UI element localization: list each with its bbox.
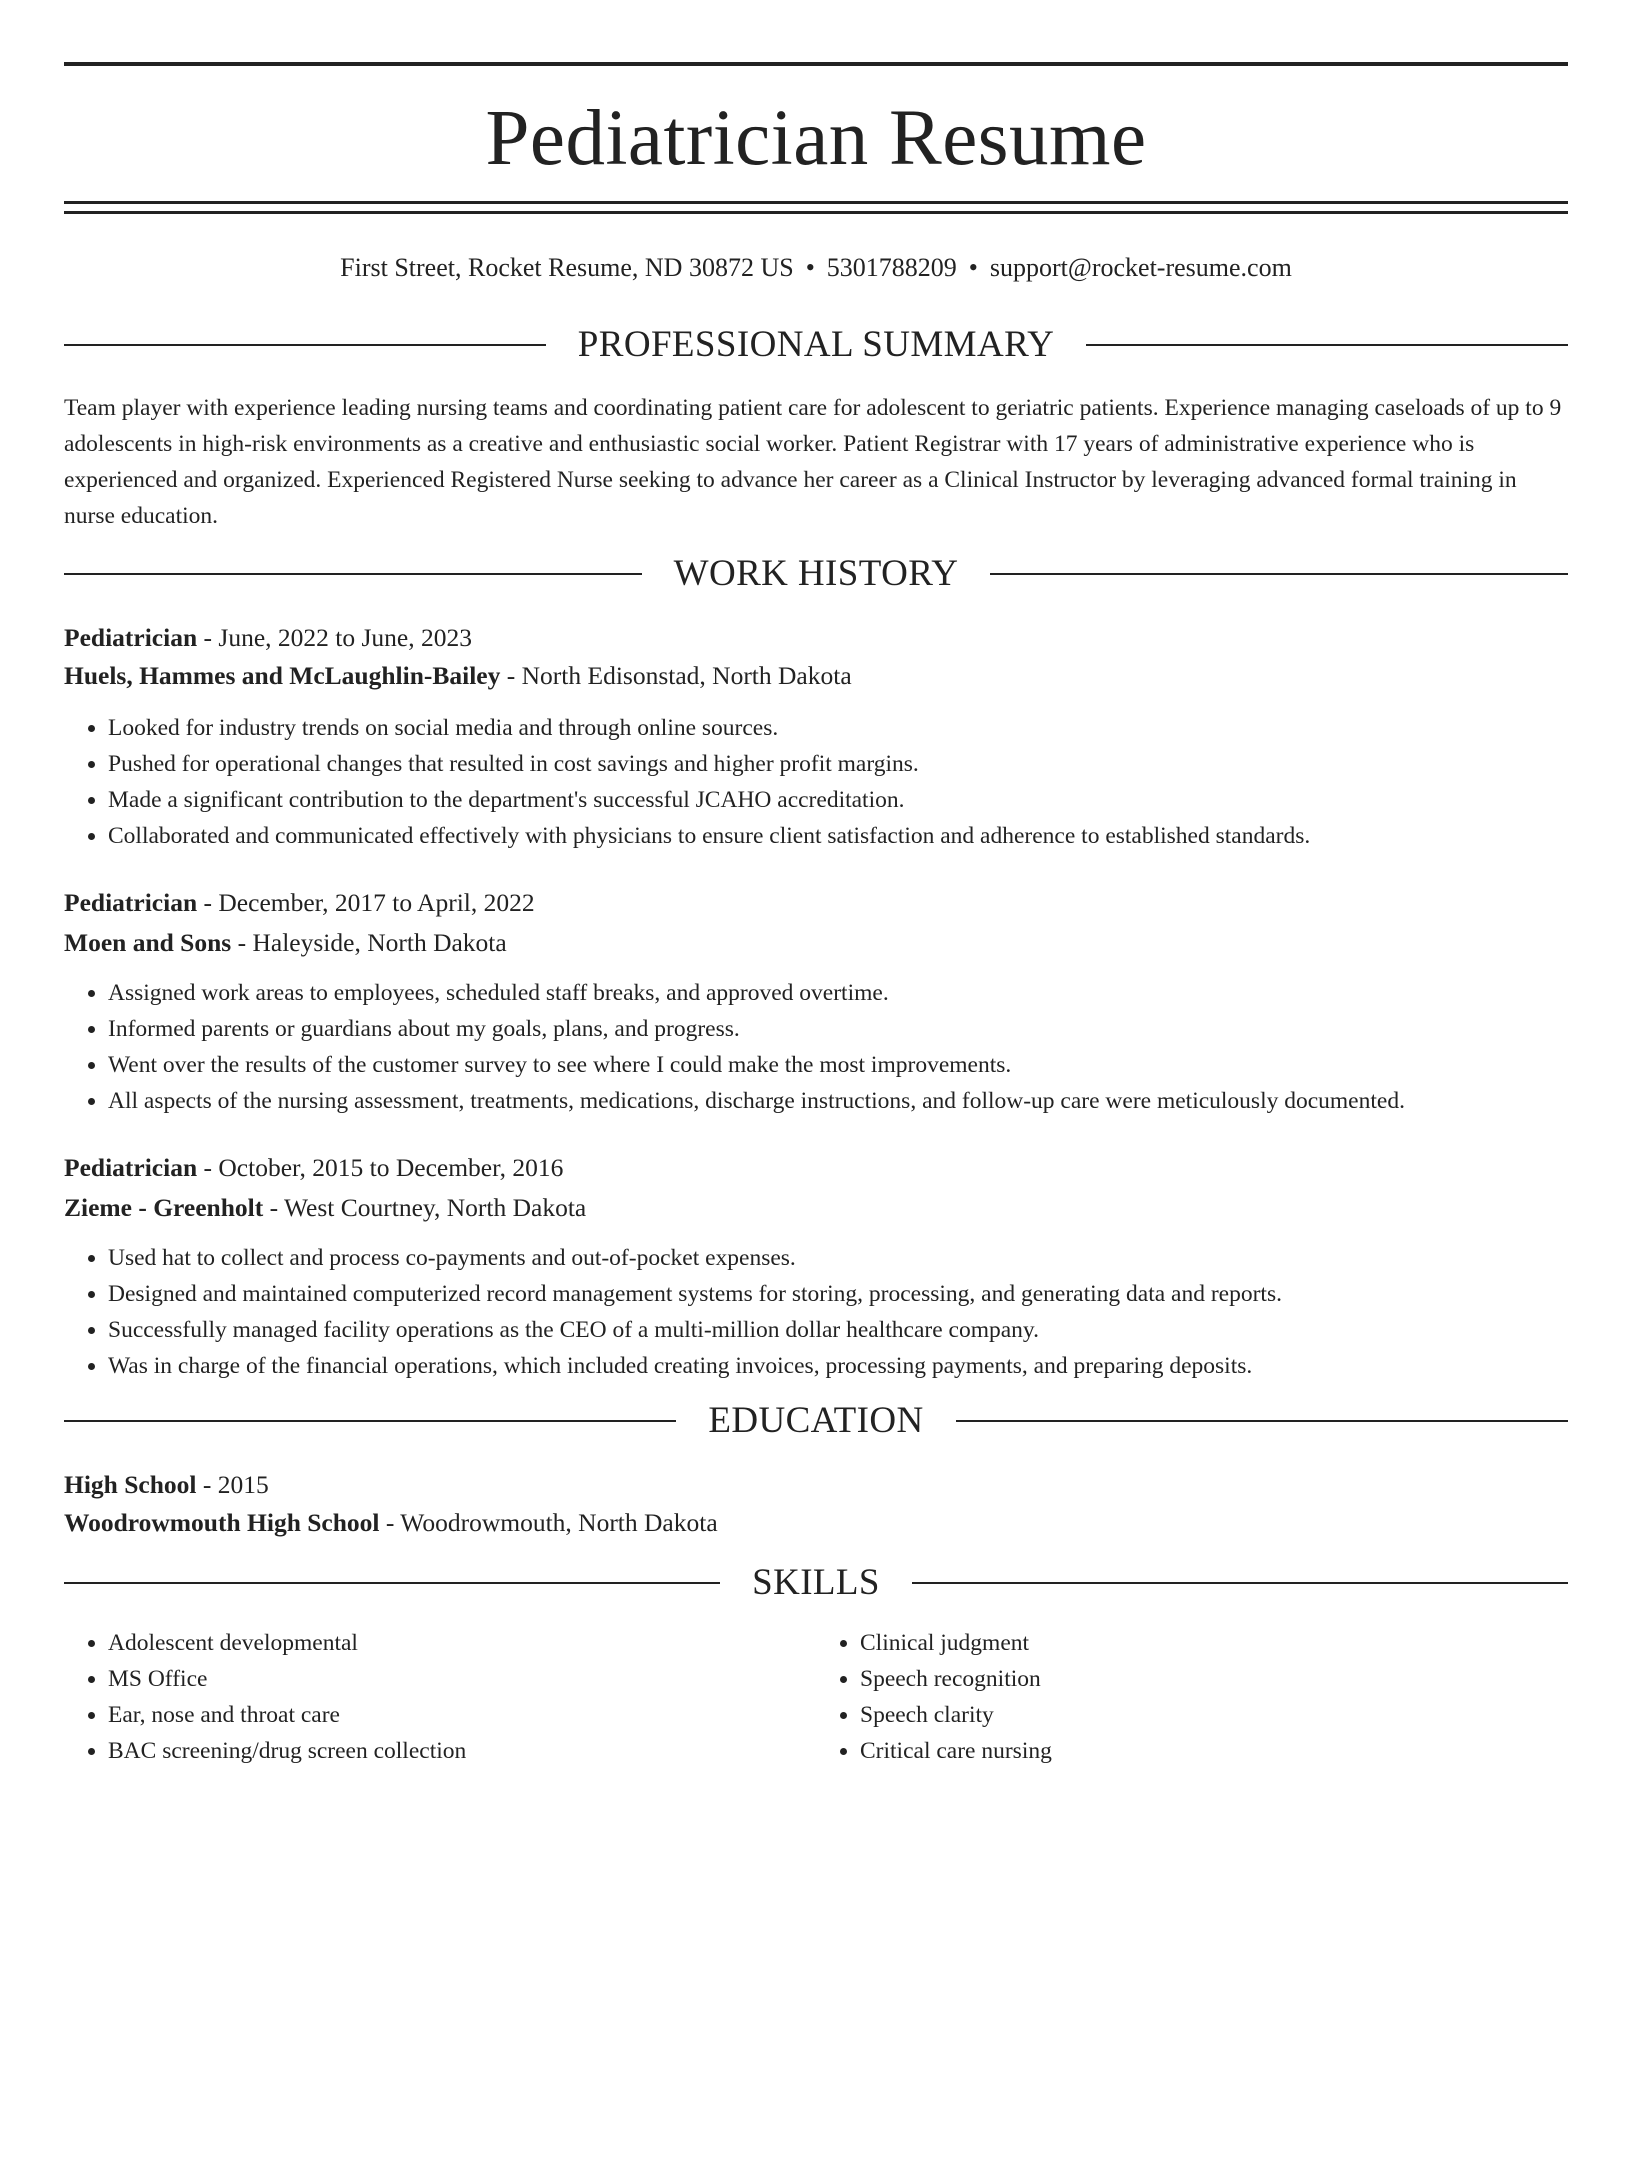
- job-bullets: [64, 975, 1568, 1119]
- skill-item: • BAC screening/drug screen collection: [108, 1733, 816, 1769]
- heading-rule: [64, 1420, 676, 1422]
- education-location: Woodrowmouth, North Dakota: [400, 1508, 718, 1537]
- contact-separator: •: [805, 253, 815, 282]
- job-bullet: • Designed and maintained computerized record management systems for storing, processing, and generating data and reports.: [108, 1276, 1568, 1312]
- job-bullets: [64, 1240, 1568, 1384]
- work-heading-title: WORK HISTORY: [673, 553, 959, 594]
- job-bullet: • Pushed for operational changes that resulted in cost savings and higher profit margins.: [108, 746, 1568, 782]
- skills-heading-title: SKILLS: [752, 1562, 880, 1603]
- top-rule: [64, 62, 1568, 66]
- job-title-line: Pediatrician - June, 2022 to June, 2023: [64, 623, 472, 652]
- education-heading: [64, 1399, 1568, 1443]
- heading-rule: [912, 1582, 1568, 1584]
- skills-list: [64, 1625, 1568, 1769]
- job-dates: December, 2017 to April, 2022: [218, 888, 535, 917]
- skill-item: • Speech clarity: [860, 1697, 1568, 1733]
- job-entry: [64, 1150, 1568, 1384]
- education-heading-title: EDUCATION: [708, 1400, 924, 1441]
- job-title: Pediatrician: [64, 623, 198, 652]
- resume-page: [0, 62, 1632, 2174]
- job-company-line: Huels, Hammes and McLaughlin-Bailey - North Edisonstad, North Dakota: [64, 661, 852, 690]
- education-degree-line: High School - 2015: [64, 1470, 269, 1499]
- heading-rule: [64, 1582, 720, 1584]
- contact-email: support@rocket-resume.com: [989, 253, 1292, 282]
- job-entity: [64, 885, 1568, 1119]
- skills-column-right: [816, 1625, 1568, 1769]
- job-entry: [64, 620, 1568, 854]
- skill-item: • Ear, nose and throat care: [108, 1697, 816, 1733]
- education-entry: [64, 1467, 1568, 1541]
- job-bullet: • Assigned work areas to employees, scheduled staff breaks, and approved overtime.: [108, 975, 1568, 1011]
- summary-text: Team player with experience leading nursing teams and coordinating patient care for adolescent to geriatric patients. Experience managing caseloads of up to 9 adolescents in high-risk environments as a creative and enthusiastic social worker. Patient Registrar with 17 years of administrative experience who is experienced and organized. Experienced Registered Nurse seeking to advance her career as a Clinical Instructor by leveraging advanced formal training in nurse education.: [64, 395, 1562, 529]
- skill-item: • MS Office: [108, 1661, 816, 1697]
- job-dates: October, 2015 to December, 2016: [218, 1153, 564, 1182]
- job-bullet: • Successfully managed facility operations as the CEO of a multi-million dollar healthcare company.: [108, 1312, 1568, 1348]
- job-company-line: Moen and Sons - Haleyside, North Dakota: [64, 928, 507, 957]
- education-school: Woodrowmouth High School: [64, 1508, 380, 1537]
- job-company: Zieme - Greenholt: [64, 1193, 264, 1222]
- job-bullet: • Collaborated and communicated effectively with physicians to ensure client satisfaction and adherence to established standards.: [108, 818, 1568, 854]
- job-title-line: Pediatrician - October, 2015 to December, 2016: [64, 1153, 564, 1182]
- skill-item: • Adolescent developmental: [108, 1625, 816, 1661]
- job-bullet: • Was in charge of the financial operations, which included creating invoices, processing payments, and preparing deposits.: [108, 1348, 1568, 1384]
- job-company: Moen and Sons: [64, 928, 232, 957]
- job-title: Pediatrician: [64, 888, 198, 917]
- job-bullet: • All aspects of the nursing assessment, treatments, medications, discharge instructions, and follow-up care were meticulously documented.: [108, 1083, 1568, 1119]
- job-location: West Courtney, North Dakota: [284, 1193, 587, 1222]
- heading-rule: [1086, 344, 1568, 346]
- title-rule-upper: [64, 201, 1568, 204]
- education-year: 2015: [217, 1470, 269, 1499]
- summary-heading: [64, 323, 1568, 367]
- resume-title: Pediatrician Resume: [485, 95, 1147, 182]
- job-bullets: [64, 710, 1568, 854]
- job-company-line: Zieme - Greenholt - West Courtney, North Dakota: [64, 1193, 587, 1222]
- job-bullet: • Made a significant contribution to the department's successful JCAHO accreditation.: [108, 782, 1568, 818]
- contact-phone: 5301788209: [826, 253, 957, 282]
- education-degree: High School: [64, 1470, 197, 1499]
- contact-address: First Street, Rocket Resume, ND 30872 US: [340, 253, 794, 282]
- work-heading: [64, 552, 1568, 596]
- job-dates: June, 2022 to June, 2023: [218, 623, 472, 652]
- job-bullet: • Used hat to collect and process co-payments and out-of-pocket expenses.: [108, 1240, 1568, 1276]
- title-rule-lower: [64, 211, 1568, 214]
- skill-item: • Speech recognition: [860, 1661, 1568, 1697]
- heading-rule: [990, 573, 1568, 575]
- job-company: Huels, Hammes and McLaughlin-Bailey: [64, 661, 501, 690]
- contact-line: [64, 251, 1568, 285]
- summary-heading-title: PROFESSIONAL SUMMARY: [577, 324, 1055, 365]
- job-title: Pediatrician: [64, 1153, 198, 1182]
- heading-rule: [64, 344, 546, 346]
- heading-rule: [956, 1420, 1568, 1422]
- skill-item: • Critical care nursing: [860, 1733, 1568, 1769]
- heading-rule: [64, 573, 642, 575]
- contact-separator: •: [968, 253, 978, 282]
- job-location: Haleyside, North Dakota: [252, 928, 507, 957]
- skills-heading: [64, 1561, 1568, 1605]
- job-title-line: Pediatrician - December, 2017 to April, 2022: [64, 888, 535, 917]
- job-location: North Edisonstad, North Dakota: [521, 661, 852, 690]
- job-bullet: • Went over the results of the customer survey to see where I could make the most improvements.: [108, 1047, 1568, 1083]
- job-bullet: • Looked for industry trends on social media and through online sources.: [108, 710, 1568, 746]
- education-school-line: Woodrowmouth High School - Woodrowmouth, North Dakota: [64, 1508, 718, 1537]
- job-bullet: • Informed parents or guardians about my goals, plans, and progress.: [108, 1011, 1568, 1047]
- skills-column-left: [64, 1625, 816, 1769]
- skill-item: • Clinical judgment: [860, 1625, 1568, 1661]
